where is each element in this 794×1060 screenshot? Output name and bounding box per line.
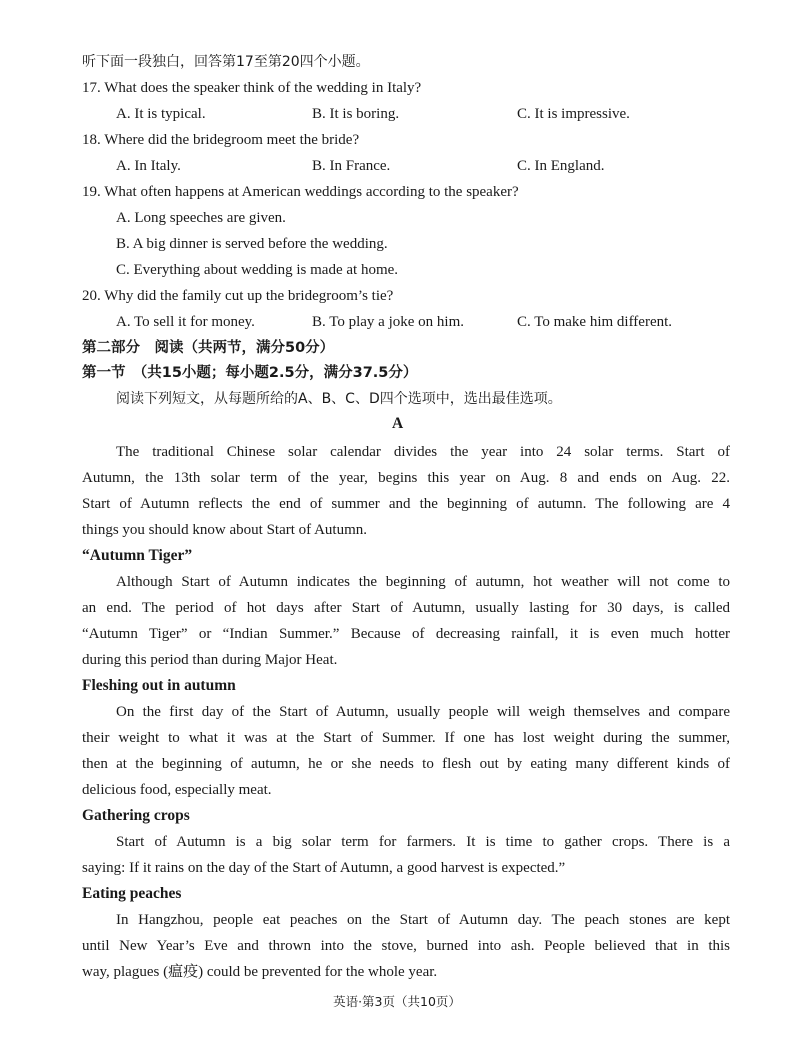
autumn-tiger-line-3: “Autumn Tiger” or “Indian Summer.” Because of decreasing rainfall, it is even much hotter xyxy=(82,626,730,642)
reading-instruction: 阅读下列短文，从每题所给的A、B、C、D四个选项中，选出最佳选项。 xyxy=(116,391,562,407)
question-20-stem: 20. Why did the family cut up the bridegroom’s tie? xyxy=(82,288,394,304)
question-19-stem: 19. What often happens at American weddings according to the speaker? xyxy=(82,184,519,200)
question-20-option-a: A. To sell it for money. xyxy=(116,314,255,330)
question-17-option-b: B. It is boring. xyxy=(312,106,400,122)
gathering-crops-line-2: saying: If it rains on the day of the Start of Autumn, a good harvest is expected.” xyxy=(82,860,566,876)
question-18-stem: 18. Where did the bridegroom meet the bride? xyxy=(82,132,360,148)
passage-p1-line-4: things you should know about Start of Autumn. xyxy=(82,522,367,538)
eating-peaches-line-3: way, plagues (瘟疫) could be prevented for the whole year. xyxy=(82,964,438,980)
passage-p1-line-1: The traditional Chinese solar calendar divides the year into 24 solar terms. Start of xyxy=(116,444,730,460)
question-19-option-c: C. Everything about wedding is made at home. xyxy=(116,262,399,278)
part2-heading: 第二部分 阅读（共两节，满分50分） xyxy=(82,340,335,356)
fleshing-out-line-3: then at the beginning of autumn, he or she needs to flesh out by eating many different kinds of xyxy=(82,756,730,772)
section-title-gathering-crops: Gathering crops xyxy=(82,807,190,824)
section1-heading: 第一节 （共15小题；每小题2.5分，满分37.5分） xyxy=(82,365,418,381)
question-17-option-a: A. It is typical. xyxy=(116,106,206,122)
section-title-fleshing-out: Fleshing out in autumn xyxy=(82,677,236,694)
question-20-option-b: B. To play a joke on him. xyxy=(312,314,464,330)
question-18-option-b: B. In France. xyxy=(312,158,391,174)
fleshing-out-line-4: delicious food, especially meat. xyxy=(82,782,272,798)
gathering-crops-line-1: Start of Autumn is a big solar term for farmers. It is time to gather crops. There is a xyxy=(116,834,730,850)
question-17-option-c: C. It is impressive. xyxy=(517,106,630,122)
autumn-tiger-line-2: an end. The period of hot days after Start of Autumn, usually lasting for 30 days, is called xyxy=(82,600,730,616)
question-19-option-a: A. Long speeches are given. xyxy=(116,210,286,226)
passage-p1-line-2: Autumn, the 13th solar term of the year, begins this year on Aug. 8 and ends on Aug. 22. xyxy=(82,470,730,486)
autumn-tiger-line-1: Although Start of Autumn indicates the beginning of autumn, hot weather will not come to xyxy=(116,574,730,590)
fleshing-out-line-2: their weight to what it was at the Start of Summer. If one has lost weight during the summer, xyxy=(82,730,730,746)
eating-peaches-line-2: until New Year’s Eve and thrown into the stove, burned into ash. People believed that in this xyxy=(82,938,730,954)
question-18-option-c: C. In England. xyxy=(517,158,605,174)
passage-label: A xyxy=(392,415,404,432)
fleshing-out-line-1: On the first day of the Start of Autumn, usually people will weigh themselves and compare xyxy=(116,704,730,720)
section-title-eating-peaches: Eating peaches xyxy=(82,885,182,902)
listening-intro: 听下面一段独白，回答第17至第20四个小题。 xyxy=(82,54,370,70)
autumn-tiger-line-4: during this period than during Major Heat. xyxy=(82,652,338,668)
page-footer: 英语·第3页（共10页） xyxy=(333,994,461,1009)
passage-p1-line-3: Start of Autumn reflects the end of summer and the beginning of autumn. The following are 4 xyxy=(82,496,730,512)
section-title-autumn-tiger: “Autumn Tiger” xyxy=(82,547,193,564)
question-17-stem: 17. What does the speaker think of the wedding in Italy? xyxy=(82,80,422,96)
question-19-option-b: B. A big dinner is served before the wedding. xyxy=(116,236,388,252)
question-20-option-c: C. To make him different. xyxy=(517,314,673,330)
eating-peaches-line-1: In Hangzhou, people eat peaches on the Start of Autumn day. The peach stones are kept xyxy=(116,912,730,928)
question-18-option-a: A. In Italy. xyxy=(116,158,181,174)
